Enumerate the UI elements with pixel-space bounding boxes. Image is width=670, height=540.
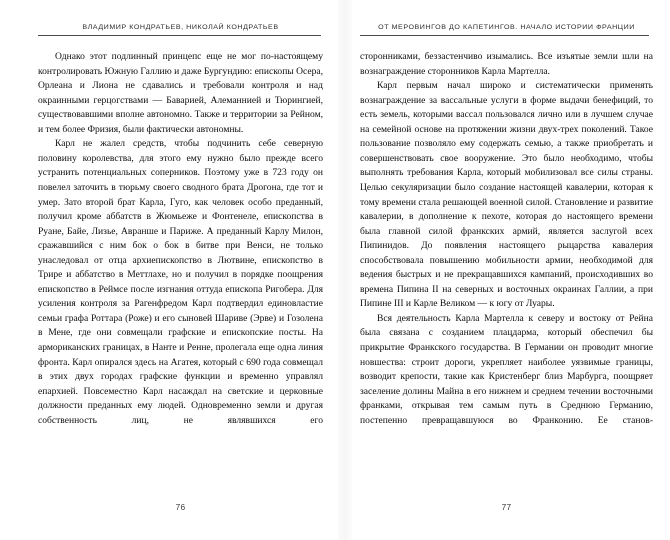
paragraph: сторонниками, беззастенчиво изымались. Все изъятые земли шли на вознаграждение сторонников Карла Мартелла. — [360, 51, 653, 77]
paragraph: Вся деятельность Карла Мартелла к северу и востоку от Рейна была связана с созданием плацдарма, который обеспечил бы прикрытие Франкского государства. В Германии он проводит многие новшества: строит дороги, укрепляет наиболее уязвимые границы, возводит крепости, такие как Кристенберг близ Марбурга, поощряет заселение долины Майна в его нижнем и среднем течении восточными франками, открывая тем самым путь в Среднюю Германию, постепенно превращавшуюся во Франконию. Ее станов- — [360, 312, 653, 426]
right-book-page — [340, 0, 670, 540]
left-page-folio-number: 76 — [175, 502, 186, 512]
paragraph: Карл не жалел средств, чтобы подчинить себе северную половину королевства, для этого ему нужно было прежде всего устранить потенциальных соперников. Поэтому уже в 723 году он повелел заточить в тюрьму своего сводного брата Дрогона, где тот и умер. Зато второй брат Карла, Гуго, как человек особо преданный, получил кроме аббатств в Жюмьеже и Фонтенеле, епископства в Руане, Байе, Лизье, Авранше и Париже. А преданный Карлу Милон, сражавшийся с ним бок о бок в битве при Венси, не только унаследовал от отца архиепископство в Лютвине, епископство в Трире и аббатство в Меттлахе, но и получил в порядке поощрения епископство в Реймсе после изгнания оттуда епископа Ригобера. Для усиления контроля за Рагенфредом Карл подтвердил единовластие семьи графа Роттара (Роже) и его сыновей Шариве (Эрве) и Гозолена в Мене, где они совмещали графские и епископские посты. На армориканских границах, в Нанте и Ренне, пролегала еще одна линия фронта. Карл опирался здесь на Агатея, который с 690 года совмещал в этих двух городах графские функции и временно управлял епархией. Повсеместно Карл насаждал на светские и церковные должности преданных ему людей. Одновременно земли и другая собственность лиц, не являвшихся его — [38, 138, 323, 426]
left-page-running-head: ВЛАДИМИР КОНДРАТЬЕВ, НИКОЛАЙ КОНДРАТЬЕВ — [82, 23, 279, 31]
right-page-running-head: ОТ МЕРОВИНГОВ ДО КАПЕТИНГОВ. НАЧАЛО ИСТОРИИ ФРАНЦИИ — [378, 23, 635, 31]
left-page-header-rule — [38, 35, 321, 36]
paragraph: Однако этот подлинный принцепс еще не мог по-настоящему контролировать Южную Галлию и даже Бургундию: епископы Осера, Орлеана и Лиона не сдавались и требовали контроля и над окраинными герцогствами — Баварией, Алеманнией и Тюрингией, существовавшими вполне автономно. Также и территории за Рейном, и тем более Фризия, были фактически автономны. — [38, 51, 323, 135]
paragraph: Карл первым начал широко и систематически применять вознаграждение за вассальные услуги в форме выдачи бенефиций, то есть земель, которыми вассал пользовался лично или в лучшем случае на семейной основе на протяжении жизни двух-трех поколений. Такое пользование позволяло ему содержать семью, а также приобретать и совершенствовать свое вооружение. Это было необходимо, чтобы выполнять требования Карла, который мобилизовал все силы страны. Целью секуляризации было создание настоящей кавалерии, которая к тому времени стала решающей военной силой. Становление и развитие кавалерии, в дополнение к пехоте, которая до настоящего времени была главной силой франкских армий, является заслугой всех Пипинидов. До появления настоящего рыцарства кавалерия способствовала повышению мобильности армии, необходимой для ведения быстрых и не прекращавшихся кампаний, происходивших во времена Пипина II на северных и восточных окраинах Галлии, а при Пипине III и Карле Великом — к югу от Луары. — [360, 80, 653, 310]
right-page-folio-number: 77 — [501, 502, 512, 512]
left-page-body-text — [38, 50, 323, 428]
right-page-body-text — [360, 50, 653, 428]
right-page-header-rule — [360, 35, 649, 36]
